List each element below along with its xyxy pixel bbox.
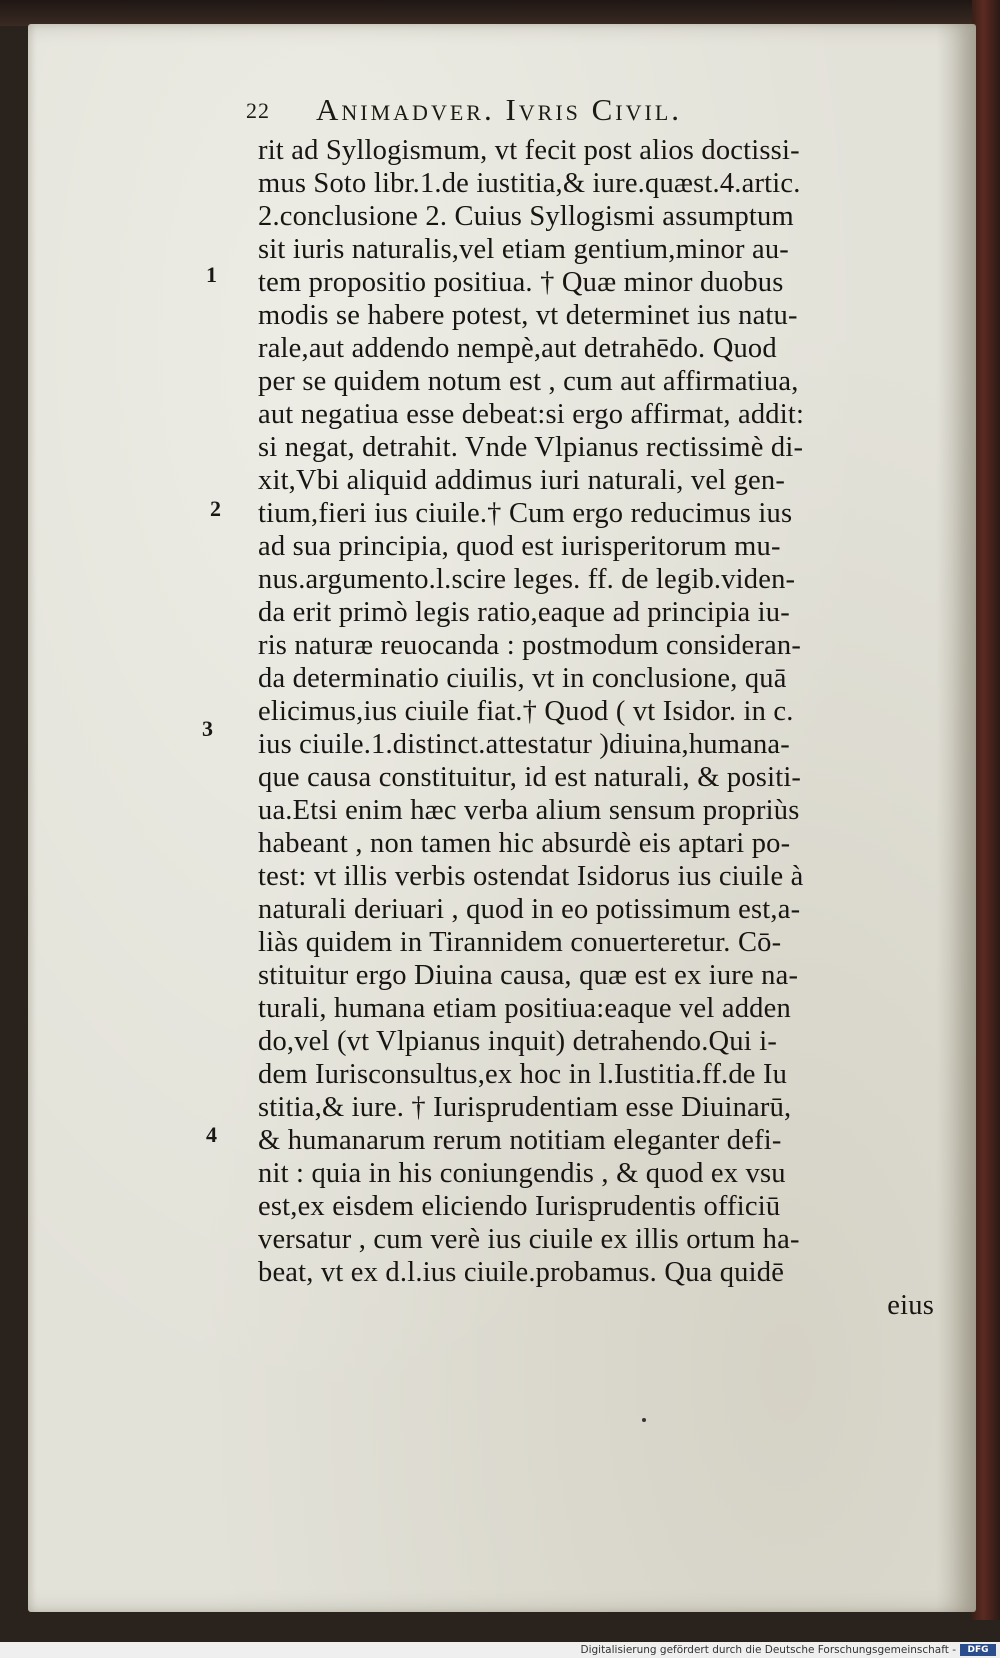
marginal-number-2: 2 [210, 496, 221, 521]
book-page [28, 24, 976, 1612]
text-line: rit ad Syllogismum, vt fecit post alios doctissi- [258, 135, 800, 166]
text-line: xit,Vbi aliquid addimus iuri naturali, vel gen- [258, 465, 786, 496]
funding-credit: Digitalisierung gefördert durch die Deutsche Forschungsgemeinschaft - [580, 1644, 956, 1656]
text-line: liàs quidem in Tirannidem conuerteretur. Cō- [258, 927, 782, 958]
text-line: modis se habere potest, vt determinet ius natu- [258, 300, 798, 331]
book-edge-top [0, 0, 1000, 26]
text-line: tium,fieri ius ciuile.† Cum ergo reducimus ius [258, 498, 793, 529]
book-edge-right [972, 0, 1000, 1620]
body-text [258, 134, 934, 1322]
marginal-number-4: 4 [206, 1122, 217, 1147]
running-head [246, 92, 946, 136]
text-line: ris naturæ reuocanda : postmodum consideran- [258, 630, 802, 661]
text-line: da erit primò legis ratio,eaque ad principia iu- [258, 597, 790, 628]
page-shade [936, 24, 976, 1612]
text-line: da determinatio ciuilis, vt in conclusione, quā [258, 663, 787, 694]
text-line: stituitur ergo Diuina causa, quæ est ex iure na- [258, 960, 799, 991]
text-line: ad sua principia, quod est iurisperitorum mu- [258, 531, 781, 562]
text-line: ua.Etsi enim hæc verba alium sensum propriùs [258, 795, 800, 826]
text-line: nit : quia in his coniungendis , & quod ex vsu [258, 1158, 786, 1189]
text-line: sit iuris naturalis,vel etiam gentium,minor au- [258, 234, 789, 265]
text-line: rale,aut addendo nempè,aut detrahēdo. Quod [258, 333, 777, 364]
text-line: aut negatiua esse debeat:si ergo affirmat, addit: [258, 399, 805, 430]
text-line: nus.argumento.l.scire leges. ff. de legib.viden- [258, 564, 796, 595]
text-line: mus Soto libr.1.de iustitia,& iure.quæst.4.artic. [258, 168, 801, 199]
dfg-logo: DFG [960, 1644, 996, 1656]
text-line: ius ciuile.1.distinct.attestatur )diuina,humana- [258, 729, 790, 760]
text-line: que causa constituitur, id est naturali, & positi- [258, 762, 802, 793]
ink-speck [642, 1418, 646, 1422]
folio-number: 22 [246, 98, 270, 123]
text-line: naturali deriuari , quod in eo potissimum est,a- [258, 894, 801, 925]
text-line: beat, vt ex d.l.ius ciuile.probamus. Qua quidē [258, 1257, 785, 1288]
marginal-number-1: 1 [206, 262, 217, 287]
text-line: per se quidem notum est , cum aut affirmatiua, [258, 366, 799, 397]
text-line: habeant , non tamen hic absurdè eis aptari po- [258, 828, 791, 859]
text-line: elicimus,ius ciuile fiat.† Quod ( vt Isidor. in c. [258, 696, 794, 727]
text-line: do,vel (vt Vlpianus inquit) detrahendo.Qui i- [258, 1026, 778, 1057]
text-line: versatur , cum verè ius ciuile ex illis ortum ha- [258, 1224, 800, 1255]
text-line: 2.conclusione 2. Cuius Syllogismi assumptum [258, 201, 794, 232]
text-line: dem Iurisconsultus,ex hoc in l.Iustitia.ff.de Iu [258, 1059, 788, 1090]
text-line: & humanarum rerum notitiam eleganter defi- [258, 1125, 782, 1156]
text-line: stitia,& iure. † Iurisprudentiam esse Diuinarū, [258, 1092, 792, 1123]
marginal-number-3: 3 [202, 716, 213, 741]
text-line: est,ex eisdem eliciendo Iurisprudentis officiū [258, 1191, 781, 1222]
catchword: eius [887, 1290, 934, 1321]
footer-strip [0, 1642, 1000, 1658]
running-title: Animadver. Ivris Civil. [316, 92, 683, 127]
text-line: tem propositio positiua. † Quæ minor duobus [258, 267, 784, 298]
text-line: test: vt illis verbis ostendat Isidorus ius ciuile à [258, 861, 804, 892]
text-line: si negat, detrahit. Vnde Vlpianus rectissimè di- [258, 432, 804, 463]
text-line: turali, humana etiam positiua:eaque vel adden [258, 993, 791, 1024]
